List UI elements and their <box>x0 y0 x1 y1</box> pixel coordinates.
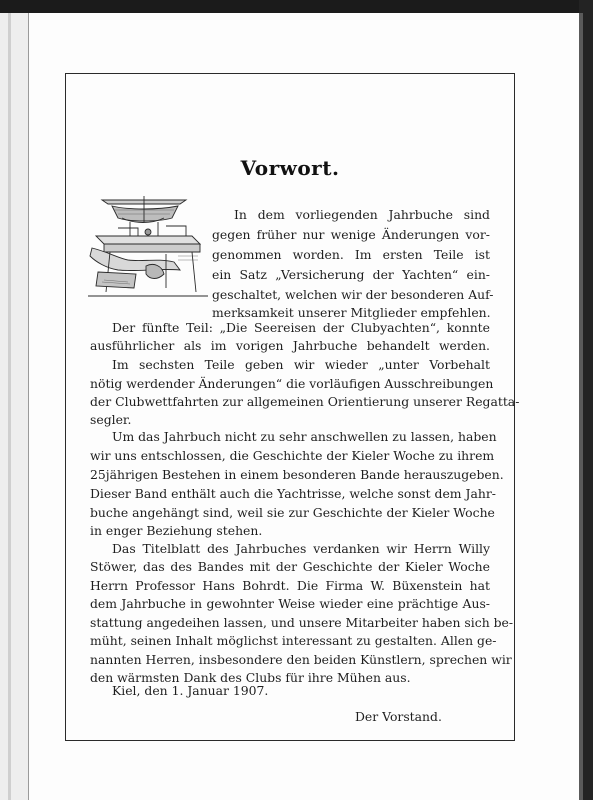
text-line: segler. <box>90 412 132 427</box>
page-title: Vorwort. <box>240 156 340 180</box>
text-line: gegen früher nur wenige Änderungen vor- <box>212 227 490 242</box>
text-line: der Clubwettfahrten zur allgemeinen Orientierung unserer Regatta- <box>90 394 520 409</box>
text-line: In dem vorliegenden Jahrbuche sind <box>234 207 490 222</box>
text-line: Dieser Band enthält auch die Yachtrisse, welche sonst dem Jahr- <box>90 486 496 501</box>
text-line: 25jährigen Bestehen in einem besonderen Bande herauszugeben. <box>90 467 504 482</box>
page-shadow <box>579 13 583 800</box>
text-line: nötig werdender Änderungen“ die vorläufigen Ausschreibungen <box>90 376 494 391</box>
dateline: Kiel, den 1. Januar 1907. <box>112 683 269 698</box>
text-line: ein Satz „Versicherung der Yachten“ ein- <box>212 267 490 282</box>
text-line: Im sechsten Teile geben wir wieder „unter Vorbehalt <box>112 357 490 372</box>
text-line: geschaltet, welchen wir der besonderen Auf- <box>212 287 494 302</box>
text-line: buche angehängt sind, weil sie zur Geschichte der Kieler Woche <box>90 505 495 520</box>
text-line: Das Titelblatt des Jahrbuches verdanken wir Herrn Willy <box>112 541 490 556</box>
text-line: müht, seinen Inhalt möglichst interessant zu gestalten. Allen ge- <box>90 633 497 648</box>
text-line: in enger Beziehung stehen. <box>90 523 263 538</box>
book-top-edge <box>0 0 593 13</box>
signature: Der Vorstand. <box>355 709 442 724</box>
facing-page-edge <box>0 13 29 800</box>
text-line: Um das Jahrbuch nicht zu sehr anschwellen zu lassen, haben <box>112 429 497 444</box>
text-line: Der fünfte Teil: „Die Seereisen der Clubyachten“, konnte <box>112 320 490 335</box>
text-line: den wärmsten Dank des Clubs für ihre Mühen aus. <box>90 670 411 685</box>
text-line: genommen worden. Im ersten Teile ist <box>212 247 490 262</box>
text-line: dem Jahrbuche in gewohnter Weise wieder eine prächtige Aus- <box>90 596 490 611</box>
text-line: Stöwer, das des Bandes mit der Geschichte der Kieler Woche <box>90 559 490 574</box>
text-line: nannten Herren, insbesondere den beiden Künstlern, sprechen wir <box>90 652 512 667</box>
text-line: merksamkeit unserer Mitglieder empfehlen. <box>212 305 491 320</box>
ship-model-illustration <box>88 192 210 300</box>
text-line: ausführlicher als im vorigen Jahrbuche behandelt werden. <box>90 338 490 353</box>
text-line: Herrn Professor Hans Bohrdt. Die Firma W. Büxenstein hat <box>90 578 490 593</box>
text-line: wir uns entschlossen, die Geschichte der Kieler Woche zu ihrem <box>90 448 495 463</box>
text-line: stattung angedeihen lassen, und unsere Mitarbeiter haben sich be- <box>90 615 514 630</box>
facing-page-margin <box>8 13 11 800</box>
